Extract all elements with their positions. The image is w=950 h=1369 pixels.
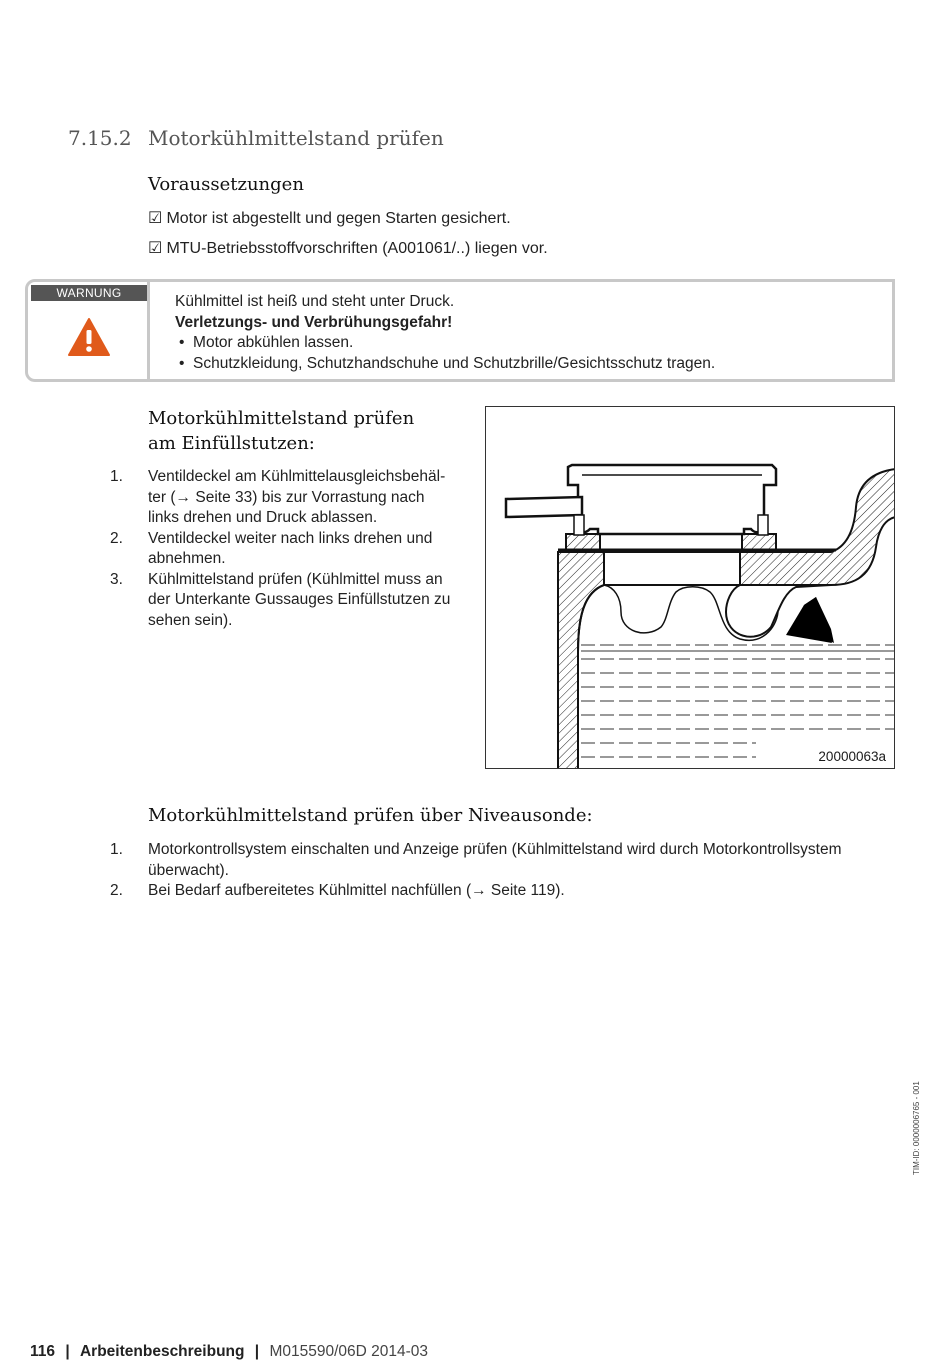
- warning-sidebar: [28, 282, 150, 379]
- footer-separator: |: [254, 1343, 260, 1360]
- page-footer: [30, 1343, 428, 1361]
- warning-triangle-icon: [67, 317, 111, 357]
- level-sensor-steps: [110, 840, 898, 902]
- section-title: Motorkühlmittelstand prüfen: [148, 126, 444, 150]
- heading-line: am Einfüllstutzen:: [148, 433, 315, 454]
- prerequisite-text: Motor ist abgestellt und gegen Starten gesichert.: [166, 210, 511, 227]
- prerequisite-item: [148, 238, 548, 258]
- level-sensor-heading: Motorkühlmittelstand prüfen über Niveausonde:: [148, 805, 593, 826]
- list-item: [110, 881, 898, 902]
- step-line: Kühlmittelstand prüfen (Kühlmittel muss an: [148, 570, 443, 588]
- warning-hazard: Verletzungs- und Verbrühungsgefahr!: [175, 313, 453, 331]
- figure-id: 20000063a: [818, 749, 886, 764]
- step-number: 3.: [110, 570, 123, 588]
- warning-bullet: • Schutzkleidung, Schutzhandschuhe und Schutzbrille/Gesichtsschutz tragen.: [179, 354, 716, 372]
- step-line: Bei Bedarf aufbereitetes Kühlmittel nachfüllen (→ Seite 119).: [148, 882, 565, 899]
- prerequisites-heading: Voraussetzungen: [148, 174, 304, 195]
- step-line: sehen sein).: [148, 611, 233, 629]
- warning-text: [175, 292, 715, 374]
- tim-id: TIM-ID: 0000006765 - 001: [912, 1081, 921, 1175]
- list-item: [110, 570, 451, 632]
- checkbox-checked-icon: ☑: [148, 240, 163, 257]
- step-line: Motorkontrollsystem einschalten und Anzeige prüfen (Kühlmittelstand wird durch Motorkontrollsystem: [148, 841, 842, 858]
- warning-label: WARNUNG: [31, 285, 147, 301]
- step-line: abnehmen.: [148, 550, 226, 567]
- warning-bullet-text: Motor abkühlen lassen.: [193, 334, 354, 351]
- step-line: überwacht).: [148, 861, 229, 879]
- list-item: [110, 467, 450, 529]
- warning-box: [25, 279, 895, 382]
- page-number: 116: [30, 1343, 56, 1360]
- filler-neck-figure: [485, 406, 895, 769]
- filler-neck-heading: [148, 406, 414, 456]
- footer-document: M015590/06D 2014-03: [269, 1343, 429, 1360]
- step-line: der Unterkante Gussauges Einfüllstutzen zu: [148, 591, 451, 608]
- step-line: links drehen und Druck ablassen.: [148, 509, 378, 526]
- warning-line: Kühlmittel ist heiß und steht unter Druck.: [175, 293, 455, 310]
- heading-line: Motorkühlmittelstand prüfen: [148, 408, 415, 429]
- step-line: Ventildeckel weiter nach links drehen und: [148, 529, 433, 547]
- filler-neck-drawing: [486, 407, 895, 769]
- step-line: ter (→ Seite 33) bis zur Vorrastung nach: [148, 488, 425, 506]
- prerequisite-item: [148, 208, 511, 228]
- prerequisite-text: MTU-Betriebsstoffvorschriften (A001061/..) liegen vor.: [166, 240, 548, 257]
- step-number: 1.: [110, 468, 123, 485]
- warning-bullet: • Motor abkühlen lassen.: [179, 334, 354, 351]
- step-number: 2.: [110, 529, 123, 547]
- step-line: Ventildeckel am Kühlmittelausgleichsbehäl-: [148, 468, 446, 485]
- filler-neck-steps: [110, 467, 451, 631]
- step-number: 1.: [110, 841, 123, 858]
- section-number: 7.15.2: [68, 126, 132, 150]
- list-item: [110, 529, 450, 570]
- step-number: 2.: [110, 882, 123, 899]
- footer-separator: |: [65, 1343, 70, 1360]
- footer-chapter: Arbeitenbeschreibung: [79, 1343, 245, 1360]
- checkbox-checked-icon: ☑: [148, 210, 163, 227]
- list-item: [110, 840, 898, 881]
- warning-bullet-text: Schutzkleidung, Schutzhandschuhe und Schutzbrille/Gesichtsschutz tragen.: [193, 354, 716, 372]
